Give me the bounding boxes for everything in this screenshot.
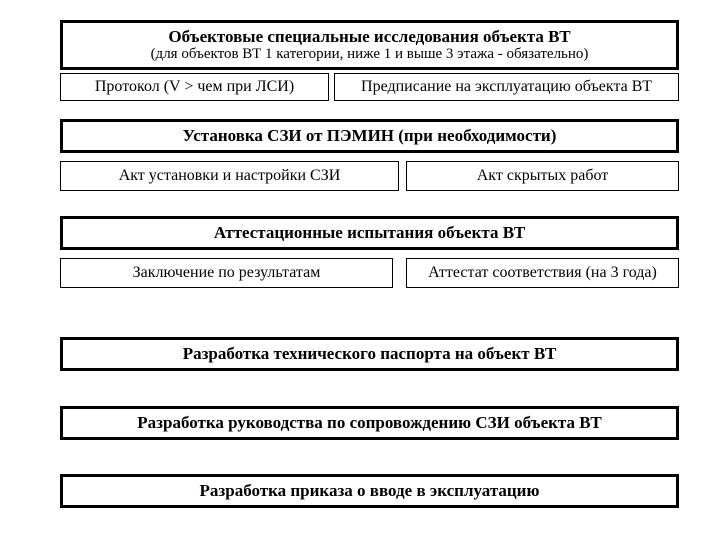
- stage-szi-install: [60, 119, 679, 153]
- stage-special-research: [60, 20, 679, 70]
- doc-hidden-works-act: [406, 161, 679, 191]
- stage-special-research-subtitle: (для объектов ВТ 1 категории, ниже 1 и выше 3 этажа - обязательно): [150, 46, 589, 62]
- doc-operation-order-label: Предписание на эксплуатацию объекта ВТ: [361, 78, 652, 95]
- doc-conclusion: [60, 258, 393, 288]
- doc-protocol: [60, 73, 329, 101]
- stage-attestation: [60, 216, 679, 250]
- stage-attestation-title: Аттестационные испытания объекта ВТ: [213, 223, 526, 242]
- doc-szi-install-act-label: Акт установки и настройки СЗИ: [118, 167, 341, 184]
- doc-hidden-works-act-label: Акт скрытых работ: [476, 167, 609, 184]
- doc-conclusion-label: Заключение по результатам: [132, 264, 321, 281]
- stage-special-research-title: Объектовые специальные исследования объекта ВТ: [168, 27, 571, 46]
- stage-tech-passport-title: Разработка технического паспорта на объект ВТ: [182, 344, 557, 363]
- doc-szi-install-act: [60, 161, 399, 191]
- stage-szi-guide-title: Разработка руководства по сопровождению СЗИ объекта ВТ: [137, 413, 602, 432]
- stage-tech-passport: [60, 337, 679, 371]
- stage-commissioning-order: [60, 474, 679, 508]
- doc-operation-order: [334, 73, 679, 101]
- doc-certificate-label: Аттестат соответствия (на 3 года): [428, 264, 657, 281]
- stage-szi-guide: [60, 406, 679, 440]
- doc-certificate: [406, 258, 679, 288]
- doc-protocol-label: Протокол (V > чем при ЛСИ): [94, 78, 295, 95]
- stage-commissioning-order-title: Разработка приказа о вводе в эксплуатацию: [199, 481, 540, 500]
- stage-szi-install-title: Установка СЗИ от ПЭМИН (при необходимости): [182, 126, 557, 145]
